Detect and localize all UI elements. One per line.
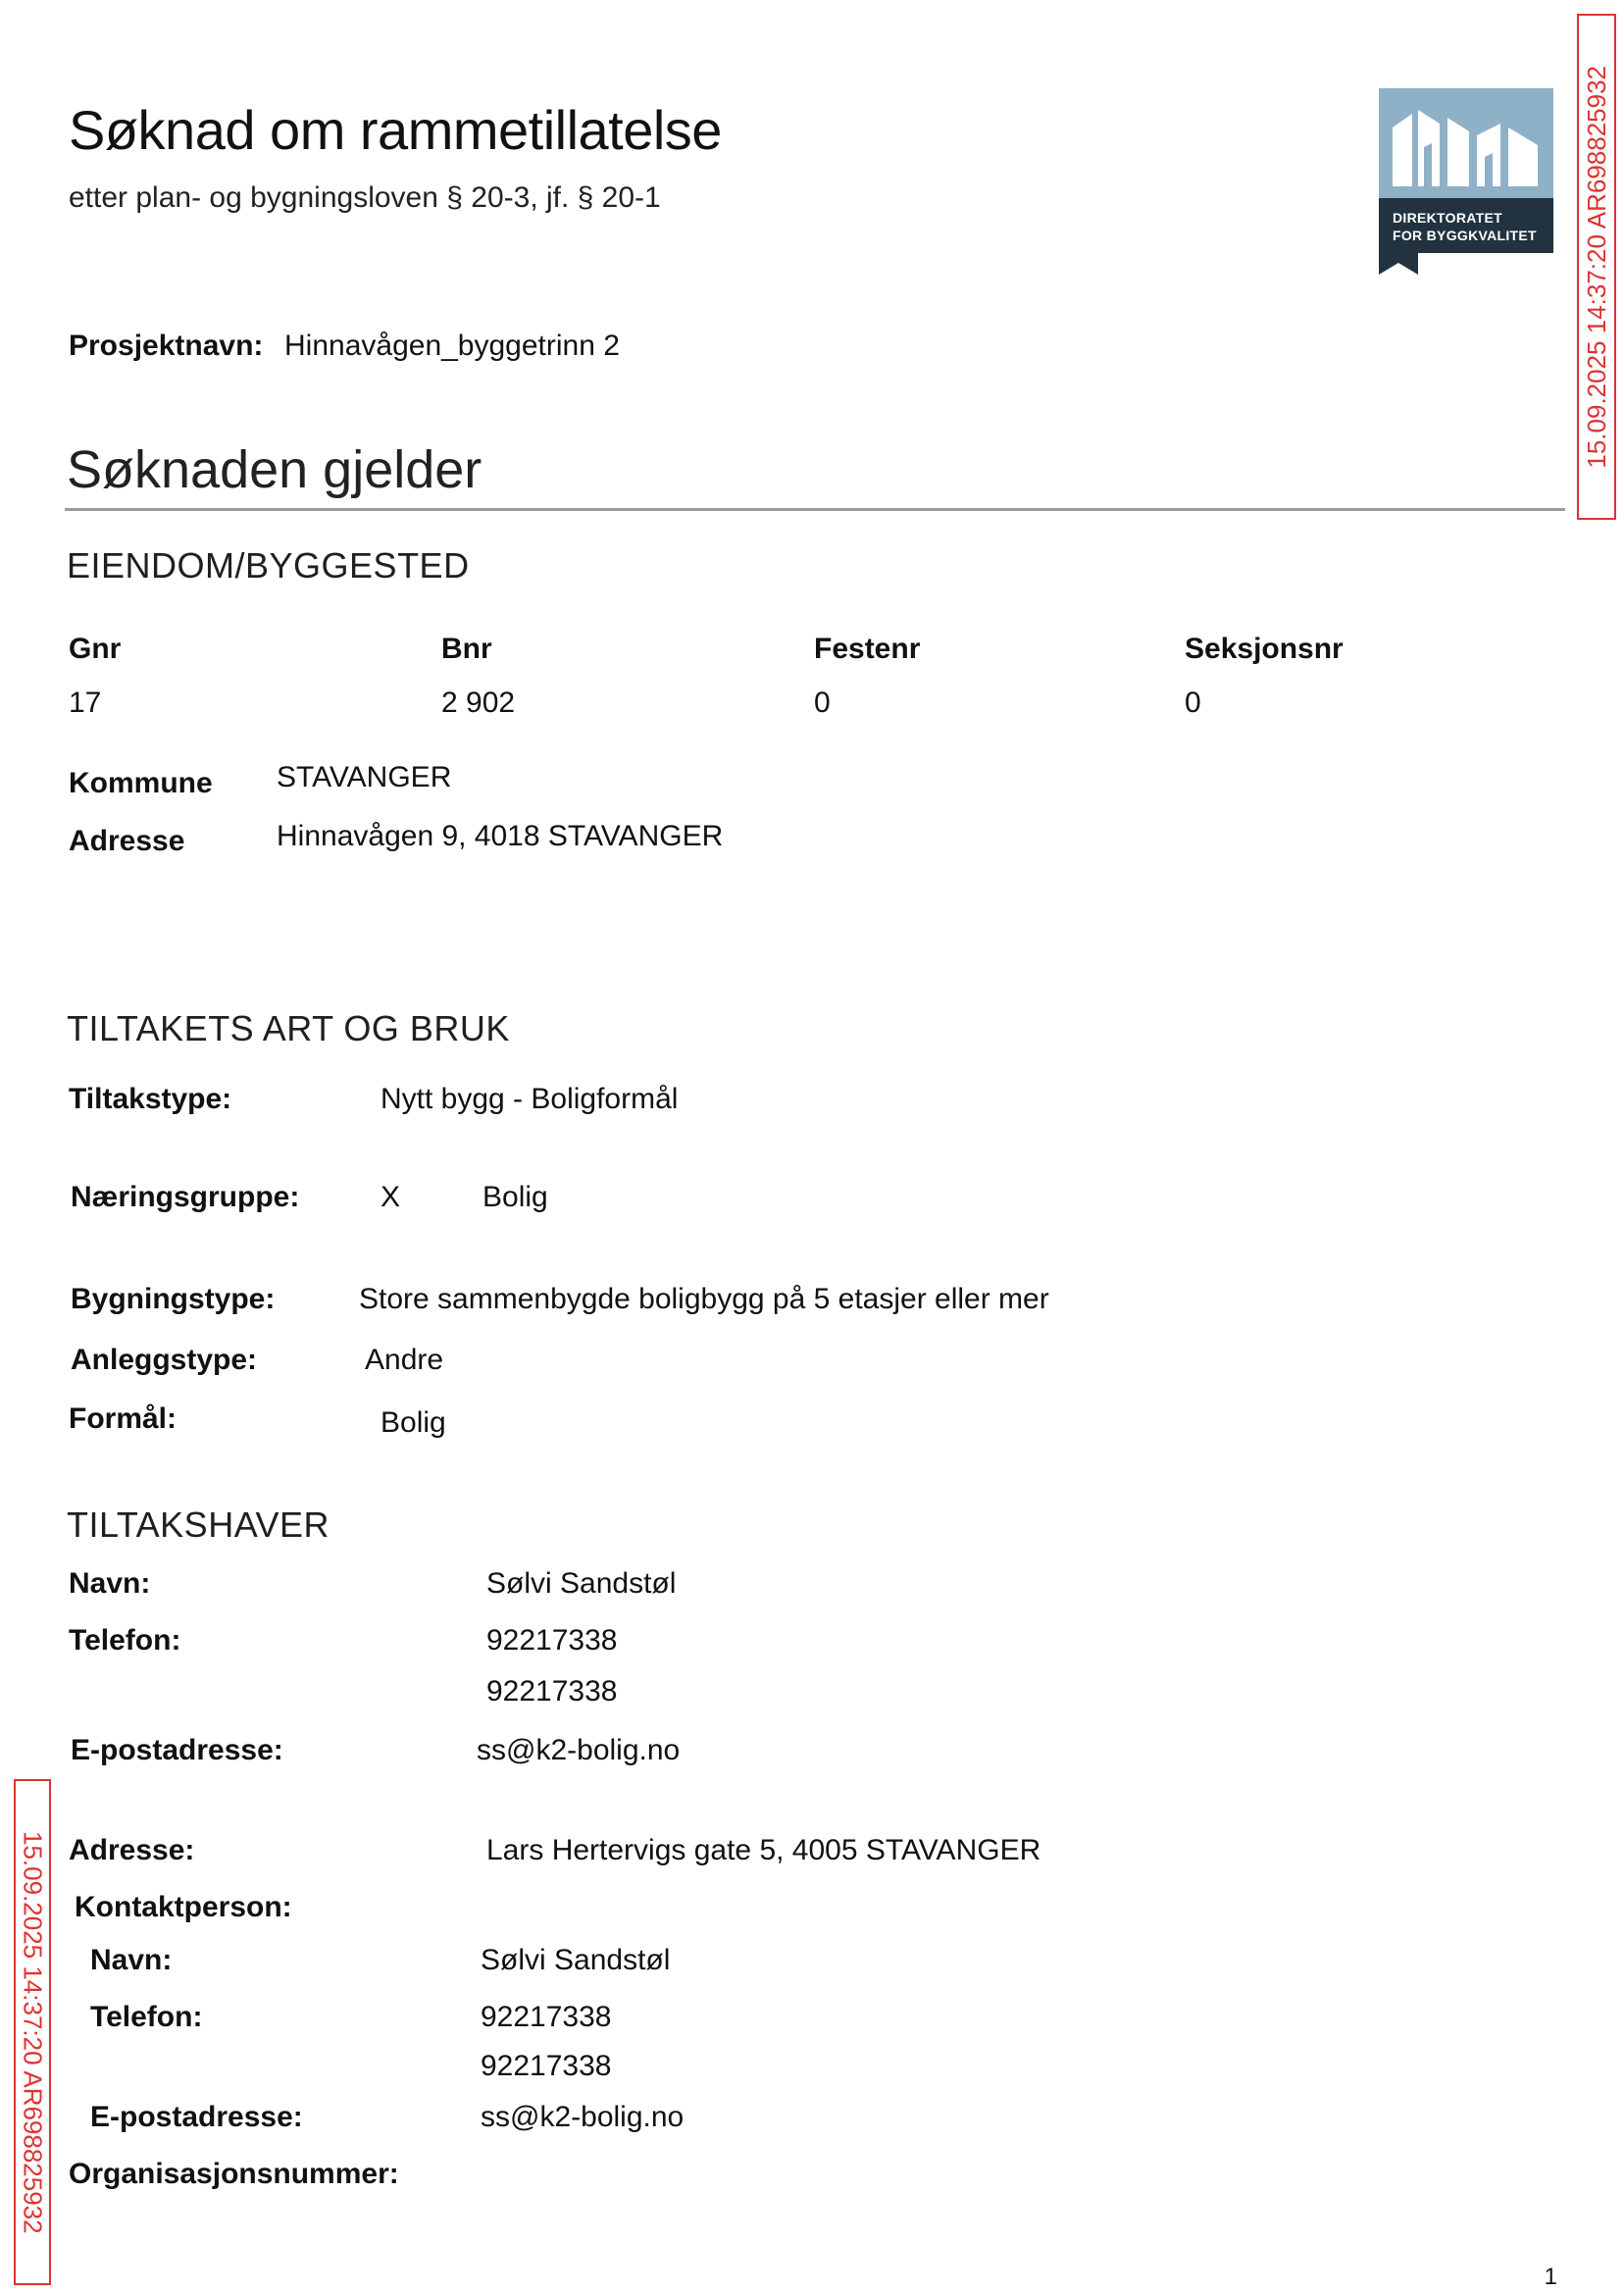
kontakt-navn-value: Sølvi Sandstøl [481, 1944, 671, 1976]
naeringsgruppe-value: Bolig [482, 1181, 548, 1213]
kommune-label: Kommune [69, 767, 213, 799]
dibk-logo [1379, 88, 1553, 275]
document-subtitle: etter plan- og bygningsloven § 20-3, jf. § 20-1 [69, 181, 661, 214]
tiltakshaver-epost-value: ss@k2-bolig.no [477, 1734, 681, 1766]
organisasjonsnummer-label: Organisasjonsnummer: [69, 2158, 399, 2190]
adresse-value: Hinnavågen 9, 4018 STAVANGER [277, 820, 724, 852]
kontakt-epost-value: ss@k2-bolig.no [481, 2101, 685, 2133]
seksjonsnr-value: 0 [1185, 687, 1201, 719]
document-title: Søknad om rammetillatelse [69, 99, 722, 161]
gnr-value: 17 [69, 687, 102, 719]
anleggstype-value: Andre [365, 1344, 444, 1376]
logo-text-line1: DIREKTORATET [1393, 210, 1502, 226]
page-number: 1 [1544, 2264, 1557, 2290]
date-stamp-bottom-text: 15.09.2025 14:37:20 AR698825932 [18, 1830, 48, 2234]
kontakt-telefon-1: 92217338 [481, 2001, 612, 2033]
anleggstype-label: Anleggstype: [71, 1344, 258, 1376]
kontakt-navn-label: Navn: [90, 1944, 173, 1976]
dibk-logo-graphic [1379, 88, 1553, 275]
tiltakshaver-telefon-label: Telefon: [69, 1624, 181, 1657]
project-name-value: Hinnavågen_byggetrinn 2 [284, 330, 620, 362]
festenr-value: 0 [814, 687, 831, 719]
tiltakshaver-telefon-1: 92217338 [486, 1624, 618, 1657]
kontakt-epost-label: E-postadresse: [90, 2101, 303, 2133]
bygningstype-label: Bygningstype: [71, 1283, 276, 1315]
tiltakshaver-adresse-value: Lars Hertervigs gate 5, 4005 STAVANGER [486, 1834, 1041, 1866]
tiltakshaver-navn-label: Navn: [69, 1567, 151, 1600]
section-heading-soknaden-gjelder: Søknaden gjelder [67, 440, 482, 499]
tiltakshaver-epost-label: E-postadresse: [71, 1734, 283, 1766]
naeringsgruppe-label: Næringsgruppe: [71, 1181, 300, 1213]
date-stamp-bottom [14, 1779, 51, 2285]
tiltakstype-value: Nytt bygg - Boligformål [381, 1083, 679, 1115]
kommune-value: STAVANGER [277, 761, 452, 793]
tiltakshaver-heading: TILTAKSHAVER [67, 1504, 330, 1545]
tiltakshaver-navn-value: Sølvi Sandstøl [486, 1567, 677, 1600]
gnr-label: Gnr [69, 633, 122, 665]
kontakt-telefon-2: 92217338 [481, 2050, 612, 2082]
formal-label: Formål: [69, 1402, 178, 1435]
logo-text-line2: FOR BYGGKVALITET [1393, 228, 1537, 243]
date-stamp-top-text: 15.09.2025 14:37:20 AR698825932 [1581, 65, 1611, 469]
section-divider [65, 508, 1565, 511]
kontaktperson-label: Kontaktperson: [75, 1891, 292, 1923]
date-stamp-top [1577, 14, 1616, 520]
formal-value: Bolig [381, 1406, 446, 1439]
naeringsgruppe-code: X [381, 1181, 401, 1213]
adresse-label: Adresse [69, 825, 185, 857]
bnr-value: 2 902 [441, 687, 516, 719]
tiltakshaver-telefon-2: 92217338 [486, 1675, 618, 1708]
festenr-label: Festenr [814, 633, 921, 665]
kontakt-telefon-label: Telefon: [90, 2001, 203, 2033]
bygningstype-value: Store sammenbygde boligbygg på 5 etasjer eller mer [359, 1283, 1049, 1315]
eiendom-heading: EIENDOM/BYGGESTED [67, 545, 470, 586]
tiltakshaver-adresse-label: Adresse: [69, 1834, 195, 1866]
tiltak-heading: TILTAKETS ART OG BRUK [67, 1008, 510, 1048]
seksjonsnr-label: Seksjonsnr [1185, 633, 1344, 665]
bnr-label: Bnr [441, 633, 492, 665]
project-name-label: Prosjektnavn: [69, 330, 264, 362]
tiltakstype-label: Tiltakstype: [69, 1083, 232, 1115]
